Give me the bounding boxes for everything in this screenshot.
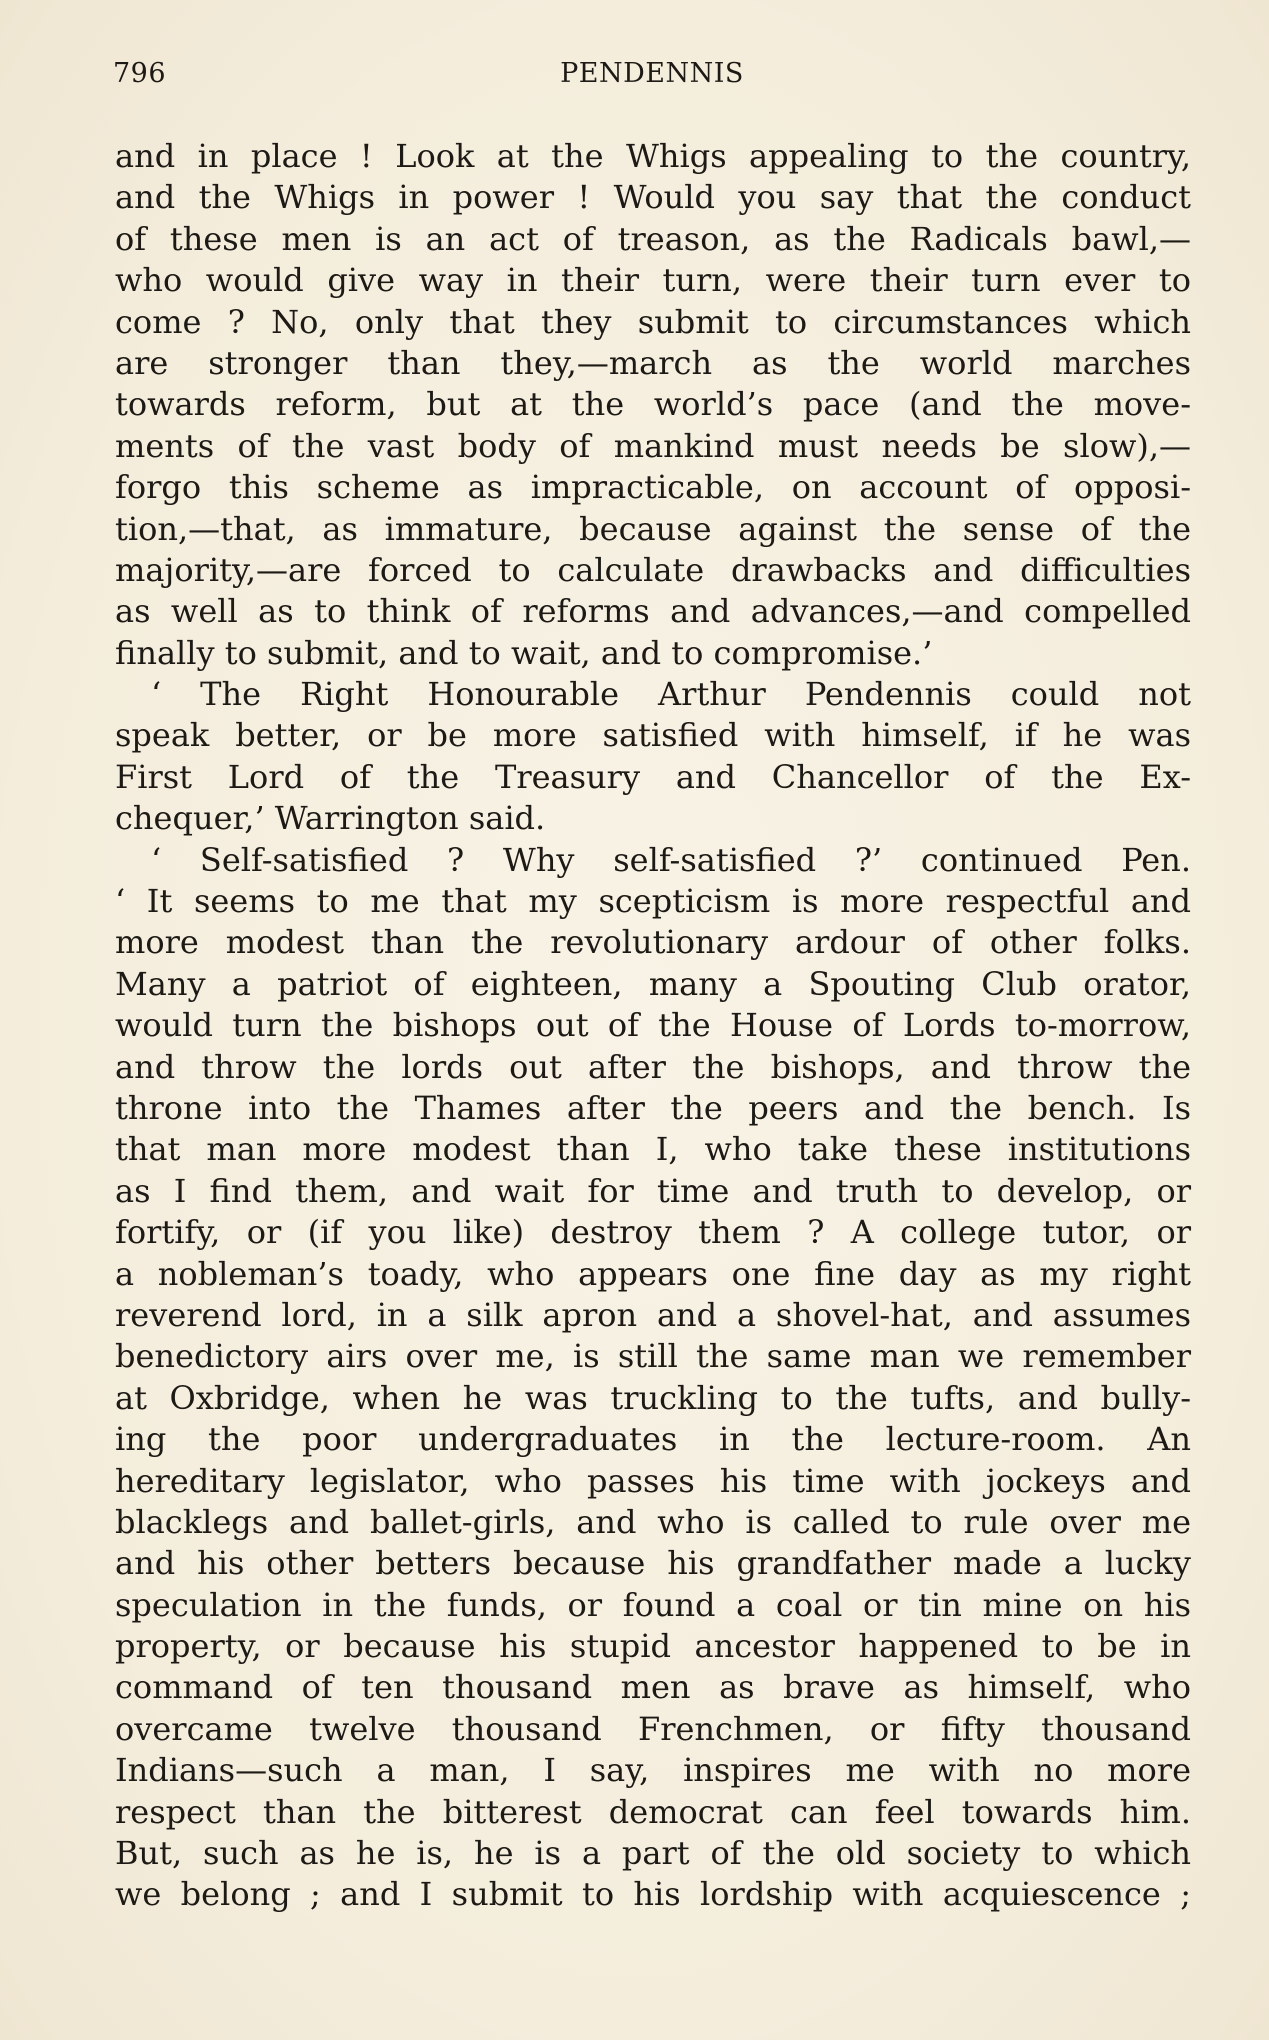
text-line: finally to submit, and to wait, and to compromise.’ bbox=[115, 633, 933, 672]
text-line: throne into the Thames after the peers and the bench. Is bbox=[115, 1088, 1191, 1127]
text-line: ing the poor undergraduates in the lecture-room. An bbox=[115, 1420, 1191, 1459]
text-line: would turn the bishops out of the House of Lords to-morrow, bbox=[115, 1006, 1191, 1045]
text-line: majority,—are forced to calculate drawbacks and difficulties bbox=[115, 550, 1191, 589]
text-line: ‘ It seems to me that my scepticism is more respectful and bbox=[115, 882, 1191, 921]
text-line: ‘ Self-satisfied ? Why self-satisfied ?’ continued Pen. bbox=[151, 840, 1191, 879]
text-line: forgo this scheme as impracticable, on account of opposi- bbox=[115, 468, 1191, 507]
text-line: and the Whigs in power ! Would you say that the conduct bbox=[115, 178, 1191, 217]
text-line: of these men is an act of treason, as the Radicals bawl,— bbox=[115, 219, 1191, 258]
text-line: command of ten thousand men as brave as himself, who bbox=[115, 1668, 1191, 1707]
text-line: First Lord of the Treasury and Chancellor of the Ex- bbox=[115, 757, 1191, 796]
text-line: come ? No, only that they submit to circumstances which bbox=[115, 302, 1191, 341]
text-line: overcame twelve thousand Frenchmen, or fifty thousand bbox=[115, 1709, 1191, 1748]
text-line: But, such as he is, he is a part of the old society to which bbox=[115, 1834, 1191, 1873]
body-text bbox=[115, 136, 1191, 1916]
text-line: who would give way in their turn, were their turn ever to bbox=[115, 261, 1191, 300]
text-line: tion,—that, as immature, because against the sense of the bbox=[115, 509, 1191, 548]
text-line: towards reform, but at the world’s pace (and the move- bbox=[115, 385, 1191, 424]
text-line: Indians—such a man, I say, inspires me with no more bbox=[115, 1751, 1191, 1790]
text-line: Many a patriot of eighteen, many a Spouting Club orator, bbox=[115, 964, 1191, 1003]
text-line: fortify, or (if you like) destroy them ? A college tutor, or bbox=[115, 1213, 1191, 1252]
text-line: ments of the vast body of mankind must needs be slow),— bbox=[115, 426, 1191, 465]
text-line: and in place ! Look at the Whigs appealing to the country, bbox=[115, 137, 1191, 175]
text-line: benedictory airs over me, is still the same man we remember bbox=[115, 1337, 1191, 1376]
text-line: respect than the bitterest democrat can feel towards him. bbox=[115, 1792, 1191, 1831]
text-line: and his other betters because his grandfather made a lucky bbox=[115, 1544, 1191, 1583]
text-line: as well as to think of reforms and advances,—and compelled bbox=[115, 592, 1191, 631]
text-line: reverend lord, in a silk apron and a shovel-hat, and assumes bbox=[115, 1295, 1191, 1334]
text-line: speak better, or be more satisfied with himself, if he was bbox=[115, 716, 1191, 755]
text-line: are stronger than they,—march as the world marches bbox=[115, 343, 1191, 382]
text-line: a nobleman’s toady, who appears one fine day as my right bbox=[115, 1254, 1191, 1293]
text-line: property, or because his stupid ancestor happened to be in bbox=[115, 1627, 1191, 1666]
text-line: more modest than the revolutionary ardour of other folks. bbox=[115, 923, 1191, 962]
text-line: chequer,’ Warrington said. bbox=[115, 799, 546, 838]
running-title: PENDENNIS bbox=[560, 58, 744, 89]
text-line: and throw the lords out after the bishops, and throw the bbox=[115, 1047, 1191, 1086]
text-line: speculation in the funds, or found a coal or tin mine on his bbox=[115, 1585, 1191, 1624]
text-line: that man more modest than I, who take these institutions bbox=[115, 1130, 1191, 1169]
text-line: we belong ; and I submit to his lordship with acquiescence ; bbox=[115, 1875, 1191, 1914]
running-head bbox=[113, 58, 1191, 98]
text-line: as I find them, and wait for time and truth to develop, or bbox=[115, 1171, 1191, 1210]
text-line: at Oxbridge, when he was truckling to the tufts, and bully- bbox=[115, 1378, 1191, 1417]
text-line: ‘ The Right Honourable Arthur Pendennis could not bbox=[151, 675, 1191, 714]
text-line: blacklegs and ballet-girls, and who is called to rule over me bbox=[115, 1502, 1191, 1541]
text-line: hereditary legislator, who passes his time with jockeys and bbox=[115, 1461, 1191, 1500]
page-number: 796 bbox=[113, 58, 167, 89]
